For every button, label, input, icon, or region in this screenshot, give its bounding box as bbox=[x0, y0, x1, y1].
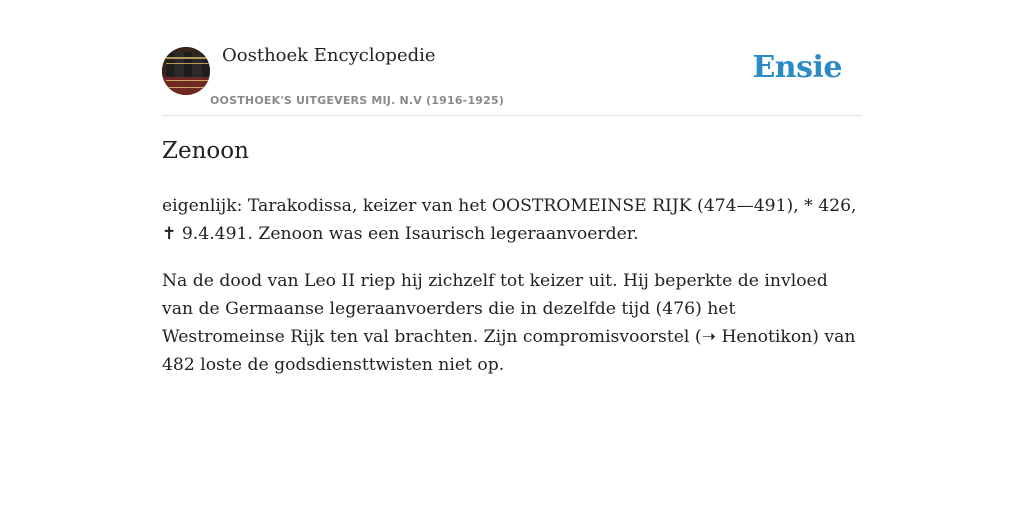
paragraph-text: eigenlijk: Tarakodissa, keizer van het OOSTROMEINSE RIJK (474—491), * 426, ✝ 9.4.491. Zenoon was een Isaurisch legeraanvoerder. bbox=[162, 196, 857, 244]
publication-title[interactable]: Oosthoek Encyclopedie bbox=[222, 45, 436, 66]
book-spines-icon bbox=[162, 47, 210, 95]
publication-avatar[interactable] bbox=[162, 47, 210, 95]
article-paragraph bbox=[162, 267, 862, 379]
publication-subtitle: OOSTHOEK'S UITGEVERS MIJ. N.V (1916-1925) bbox=[210, 94, 505, 107]
paragraph-text: ) van 482 loste de godsdiensttwisten niet op. bbox=[162, 327, 856, 375]
article-paragraph bbox=[162, 192, 862, 248]
ensie-logo[interactable]: Ensie bbox=[752, 50, 842, 85]
header bbox=[162, 0, 862, 116]
content-container bbox=[162, 0, 862, 375]
paragraph-text: Na de dood van Leo II riep hij zichzelf tot keizer uit. Hij beperkte de invloed van de Germaanse legeraanvoerders die in dezelfde tijd (476) het Westromeinse Rijk ten val brachten. Zijn compromisvoorstel ( bbox=[162, 271, 828, 347]
article-title: Zenoon bbox=[162, 138, 249, 164]
henotikon-link[interactable]: ➝ Henotikon bbox=[701, 327, 813, 347]
